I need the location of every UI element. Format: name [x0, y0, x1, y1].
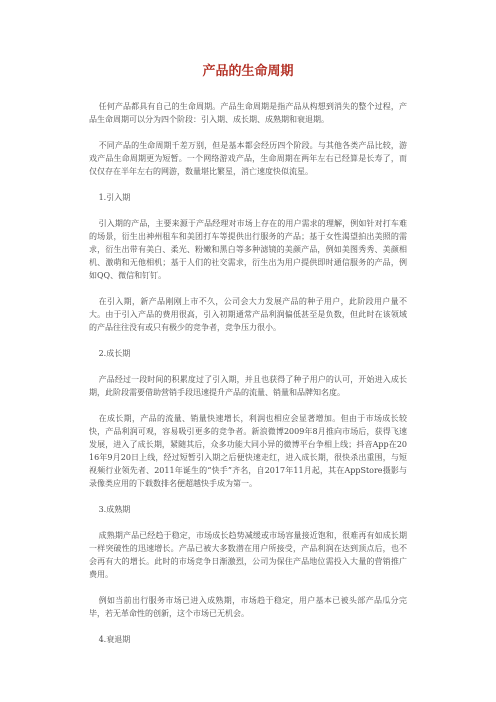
paragraph: 在成长期，产品的流量、销量快速增长，利润也相应会显著增加。但由于市场成长较快，产品利润可观，容易吸引更多的竞争者。新浪微博2009年8月推向市场后，获得飞速发展，进入了成长期，紧随其后，众多功能大同小异的微博平台争相上线；抖音App在2016年9月20日上线，经过短暂引入期之后便快速走红，进入成长期，很快杀出重围，与短视频行业领先者、2011年诞生的“快手”齐名，自2017年11月起，其在AppStore摄影与录像类应用的下载数排名便超越快手成为第一。 — [89, 414, 407, 488]
section-heading: 2.成长期 — [98, 349, 131, 358]
section-heading: 1.引入期 — [98, 193, 131, 202]
paragraph: 例如当前出行服务市场已进入成熟期，市场趋于稳定，用户基本已被头部产品瓜分完毕，若无革命性的创新，这个市场已无机会。 — [89, 596, 407, 618]
section-heading: 4.衰退期 — [98, 635, 131, 644]
paragraph: 在引入期，新产品刚刚上市不久，公司会大力发展产品的种子用户，此阶段用户量不大。由于引入产品的费用很高，引入初期通常产品利润偏低甚至是负数，但此时在该领域的产品往往没有或只有极少的竞争者，竞争压力很小。 — [89, 297, 407, 332]
document-body — [89, 100, 407, 659]
paragraph: 产品经过一段时间的积累度过了引入期，并且也获得了种子用户的认可，开始进入成长期，此阶段需要借助营销手段迅速提升产品的流量、销量和品牌知名度。 — [89, 375, 407, 397]
document-title: 产品的生命周期 — [202, 64, 294, 79]
paragraph: 不同产品的生命周期千差万别，但是基本都会经历四个阶段。与其他各类产品比较，游戏产品生命周期更为短暂。一个网络游戏产品，生命周期在两年左右已经算是长寿了，而仅仅存在半年左右的网游，数量堪比繁星，消亡速度快似流星。 — [89, 141, 407, 176]
paragraph: 任何产品都具有自己的生命周期。产品生命周期是指产品从构想到消失的整个过程，产品生命周期可以分为四个阶段：引入期、成长期、成熟期和衰退期。 — [89, 102, 407, 124]
paragraph: 成熟期产品已经趋于稳定，市场成长趋势减缓或市场容量接近饱和，很难再有如成长期一样突破性的迅速增长。产品已被大多数潜在用户所接受，产品利润在达到顶点后，也不会再有大的增长。此时的市场竞争日渐激烈，公司为保住产品地位需投入大量的营销推广费用。 — [89, 531, 407, 579]
paragraph: 引入期的产品，主要来源于产品经理对市场上存在的用户需求的理解，例如针对打车难的场景，衍生出神州租车和美团打车等提供出行服务的产品；基于女性渴望拍出美照的需求，衍生出带有美白、柔光、粉嫩和黑白等多种滤镜的美颜产品，例如美图秀秀、美颜相机、激萌和无他相机；基于人们的社交需求，衍生出为用户提供即时通信服务的产品，例如QQ、微信和钉钉。 — [89, 219, 407, 280]
section-heading: 3.成熟期 — [98, 505, 131, 514]
